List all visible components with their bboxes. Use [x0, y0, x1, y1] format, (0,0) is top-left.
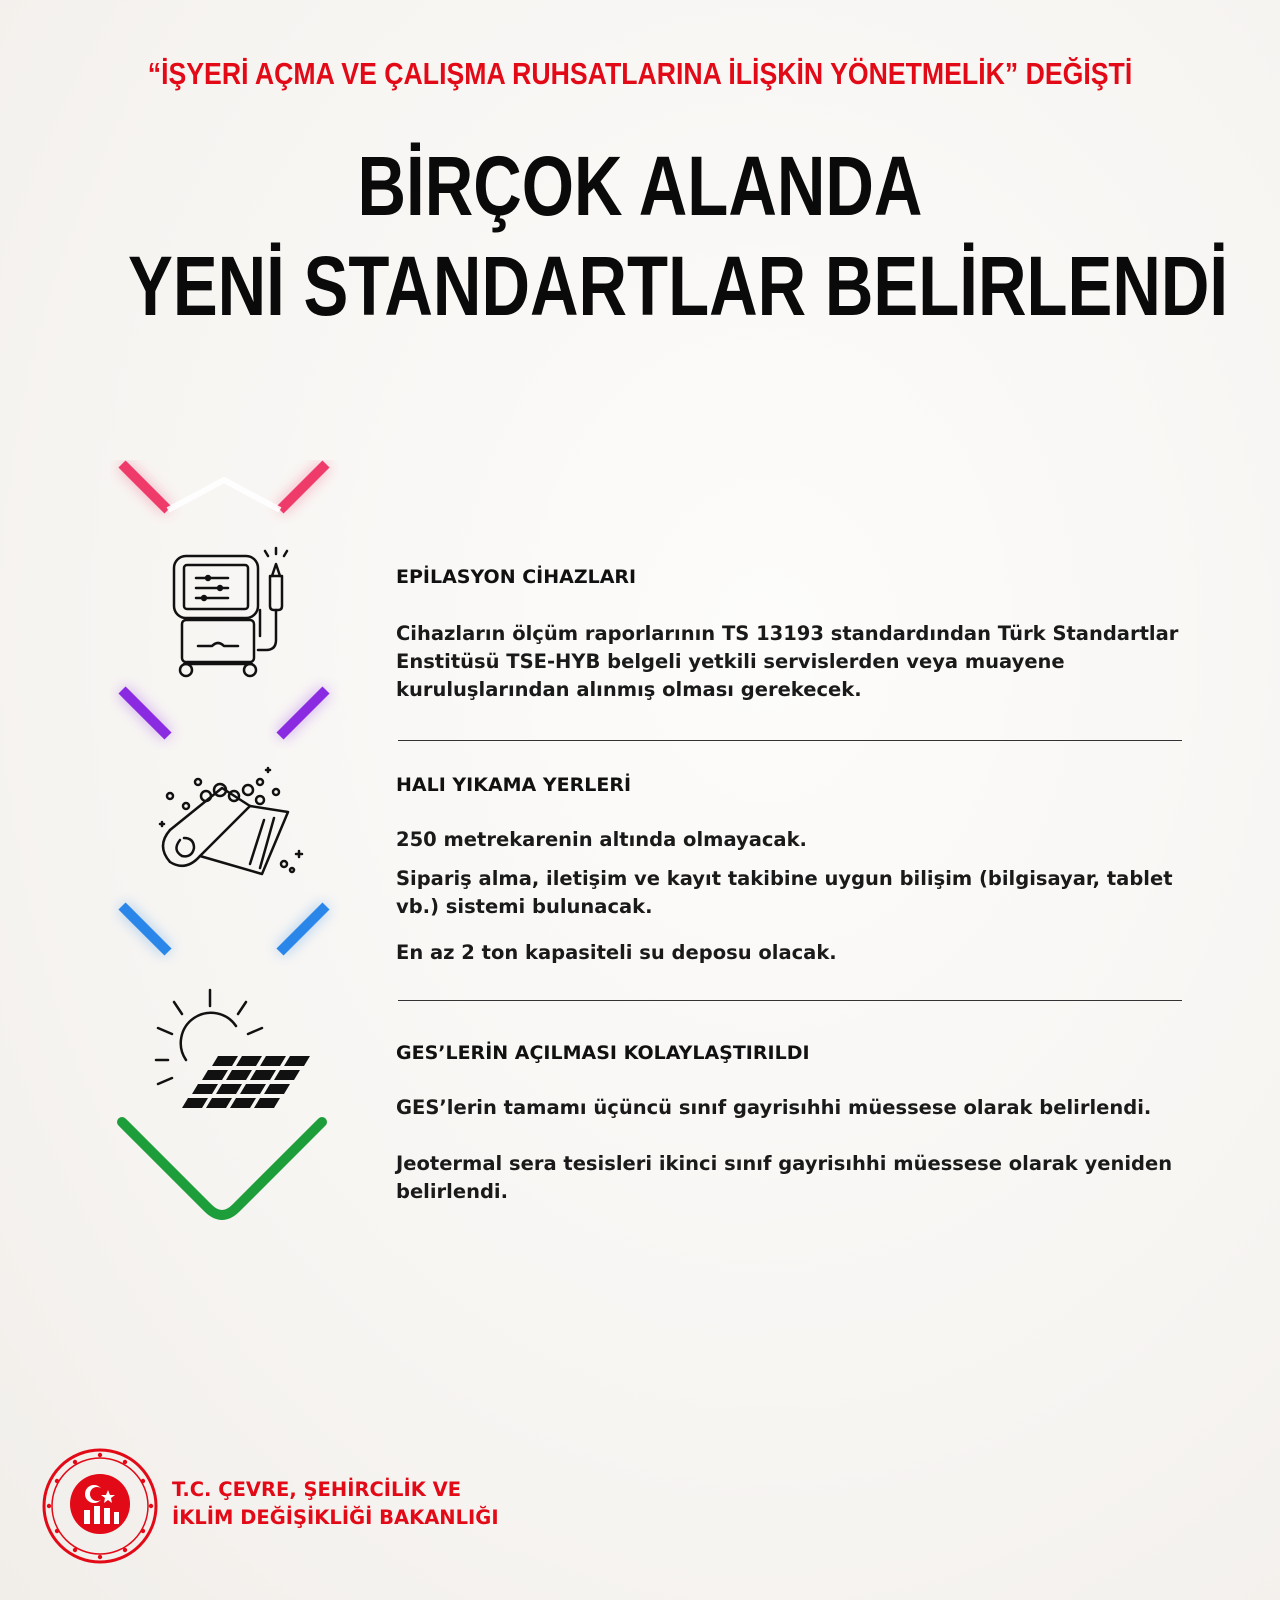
section-paragraph: Cihazların ölçüm raporlarının TS 13193 standardından Türk Standartlar Enstitüsü TSE-HYB belgeli yetkili servislerden veya muayene kuruluşlarından alınmış olması gerekecek.	[396, 622, 1179, 701]
section-carpet-washing	[396, 774, 1186, 967]
divider	[398, 740, 1182, 741]
epilation-device-icon	[174, 548, 287, 676]
section-paragraph: 250 metrekarenin altında olmayacak.	[396, 828, 807, 851]
ministry-name	[172, 1476, 499, 1532]
section-paragraph: Jeotermal sera tesisleri ikinci sınıf gayrisıhhi müessese olarak yeniden belirlendi.	[396, 1152, 1173, 1203]
ministry-seal-icon	[40, 1446, 160, 1570]
section-paragraph: Sipariş alma, iletişim ve kayıt takibine uygun bilişim (bilgisayar, tablet vb.) sistemi bulunacak.	[396, 867, 1173, 918]
divider	[398, 1000, 1182, 1001]
headline-line-1: BİRÇOK ALANDA	[357, 139, 923, 233]
subtitle: “İŞYERİ AÇMA VE ÇALIŞMA RUHSATLARINA İLİŞKİN YÖNETMELİK” DEĞİŞTİ	[147, 56, 1133, 91]
section-epilation	[396, 566, 1186, 704]
green-chevron	[122, 1122, 322, 1215]
ministry-line-2: İKLİM DEĞİŞİKLİĞİ BAKANLIĞI	[172, 1506, 499, 1529]
section-title: GES’LERİN AÇILMASI KOLAYLAŞTIRILDI	[396, 1042, 810, 1064]
purple-chevron	[122, 690, 326, 736]
ministry-line-1: T.C. ÇEVRE, ŞEHİRCİLİK VE	[172, 1478, 462, 1501]
solar-panel-icon	[156, 990, 310, 1108]
carpet-washing-icon	[160, 768, 302, 874]
section-paragraph: GES’lerin tamamı üçüncü sınıf gayrisıhhi müessese olarak belirlendi.	[396, 1096, 1152, 1119]
chevron-column-graphic	[110, 460, 340, 1260]
headline	[128, 136, 1229, 336]
headline-line-2: YENİ STANDARTLAR BELİRLENDİ	[128, 239, 1229, 333]
section-title: HALI YIKAMA YERLERİ	[396, 774, 632, 796]
icon-column	[110, 460, 340, 1260]
section-solar	[396, 1042, 1186, 1206]
blue-chevron	[122, 906, 326, 952]
section-paragraph: En az 2 ton kapasiteli su deposu olacak.	[396, 941, 837, 964]
section-title: EPİLASYON CİHAZLARI	[396, 566, 637, 588]
pink-chevron	[122, 464, 326, 510]
